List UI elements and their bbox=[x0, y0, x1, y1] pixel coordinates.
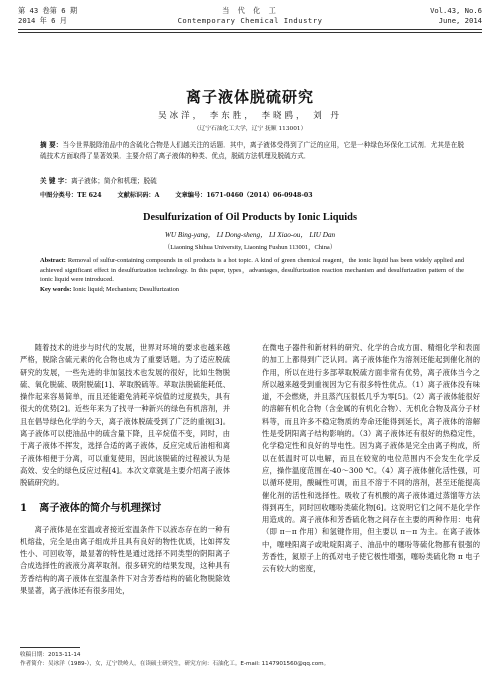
abstract-cn-text: 当今世界脱除油品中的含硫化合物是人们越关注的话题．其中，离子液体受得到了广泛的应用，它是一种绿色环保化工试剂．尤其是在脱硫技术方面取得了显著效果．主要介绍了离子液体的种类、优点，脱硫方法机理及脱硫方式． bbox=[40, 141, 465, 160]
abstract-cn bbox=[40, 140, 464, 162]
keywords-en bbox=[40, 285, 464, 295]
abstract-en bbox=[40, 256, 464, 294]
keywords-en-label: Key words: bbox=[40, 285, 72, 293]
header-volume-cn: 第 43 卷第 6 期 bbox=[18, 6, 78, 15]
article-meta bbox=[40, 190, 464, 199]
header-journal bbox=[18, 6, 482, 26]
keywords-cn-text: 离子液体；简介和机理；脱硫 bbox=[70, 177, 157, 185]
keywords-cn bbox=[40, 176, 464, 187]
footnote bbox=[20, 651, 480, 668]
article-id: 文章编号：1671-0460（2014）06-0948-03 bbox=[175, 192, 313, 199]
abstract-en-label: Abstract: bbox=[40, 257, 66, 264]
abstract-en-body bbox=[40, 256, 464, 285]
body-column-right bbox=[262, 342, 480, 576]
author-bio: 作者简介：吴冰洋（1989-），女，辽宁铁岭人，在读硕士研究生，研究方向：石油化工。E-mail: 1147901560@qq.com。 bbox=[20, 660, 330, 667]
received-date: 收稿日期：2013-11-14 bbox=[20, 652, 81, 658]
section-heading bbox=[20, 501, 230, 515]
authors-en: WU Bing-yang， LI Dong-sheng， LI Xiao-ou， LIU Dan bbox=[164, 231, 336, 239]
clc-number: 中图分类号：TE 624 bbox=[40, 192, 102, 199]
header-volume-en bbox=[430, 6, 482, 26]
header-date-en: June, 2014 bbox=[438, 16, 482, 25]
affiliation-cn: （辽宁石油化工大学，辽宁 抚顺 113001） bbox=[193, 126, 307, 132]
authors-cn: 吴冰洋， 李东胜， 李晓鸥， 刘 丹 bbox=[158, 111, 342, 121]
body-column-left bbox=[20, 342, 230, 597]
header-journal-en: Contemporary Chemical Industry bbox=[177, 16, 323, 25]
affiliation-en: （Liaoning Shihua University, Liaoning Fushun 113001，China） bbox=[163, 244, 337, 251]
intro-paragraph: 随着技术的进步与时代的发展，世界对环境的要求也越来越严格，脱除含硫元素的化合物也成为了重要话题。为了适应脱硫研究的发展，一些先进的非加氢技术也发展的很好，比如生物脱硫、氧化脱硫、吸附脱硫[1]、萃取脱硫等。萃取法脱硫能耗低、操作起来容易简单，而且还能避免消耗辛烷值的过度损失，具有很大的优势[2]。近些年来为了找寻一种新兴的绿色有机溶剂，并且在倡导绿色化学的今天，离子液体脱硫受到了广泛的重视[3]。离子液体可以使油品中的硫含量下降，且辛烷值不变，同时，由于离子液体不挥发，选择合适的离子液体，反应完成后油相和离子液体相便于分离，可以重复使用，因此该脱硫的过程被认为是高效、安全的绿色反应过程[4]。本次文章就是主要介绍离子液体脱硫研究的。 bbox=[20, 343, 230, 488]
keywords-cn-label: 关 键 字： bbox=[40, 177, 71, 185]
section-paragraph: 离子液体是在室温或者接近室温条件下以液态存在的一种有机熔盐，完全是由离子组成并且具有良好的物性优质，比如挥发性小、可回收等，最显著的特性是通过选择不同类型的阴阳离子合成选择性的液液分离萃取剂。很多研究的结果发现，这种具有芳香结构的离子液体在室温条件下对含芳香结构的硫化物脱除效果显著，离子液体还有很多用处， bbox=[20, 524, 230, 596]
header-rule-thin bbox=[18, 32, 482, 33]
section-title: 离子液体的简介与机理探讨 bbox=[39, 501, 162, 514]
keywords-en-text: Ionic liquid; Mechanism; Desulfurization bbox=[73, 285, 179, 293]
paper-title-en: Desulfurization of Oil Products by Ionic Liquids bbox=[142, 212, 357, 223]
document-code: 文献标识码：A bbox=[117, 192, 160, 199]
running-header bbox=[18, 6, 482, 30]
section-number: 1 bbox=[20, 501, 28, 514]
header-volume-number-en: Vol.43, No.6 bbox=[430, 6, 482, 15]
header-date-cn: 2014 年 6 月 bbox=[18, 16, 67, 25]
abstract-en-text: Removal of sulfur-containing compounds in oil products is a hot topic. A kind of green chemical reagent，the ionic liquid has been widely applied and achieved significant effect in desulfurization technology. In this paper, types，advantages, desulfurization reaction mechanism and desulfurization pattern of the ionic liquid were introduced. bbox=[40, 257, 464, 284]
paper-title-cn: 离子液体脱硫研究 bbox=[185, 88, 314, 106]
footnote-rule bbox=[20, 647, 80, 648]
header-rule bbox=[18, 29, 482, 30]
abstract-cn-label: 摘 要： bbox=[40, 141, 63, 149]
header-journal-cn: 当 代 化 工 bbox=[222, 6, 278, 15]
continued-paragraph: 在微电子器件和新材料的研究、化学的合成方面、精细化学和表面的加工上都得到广泛认同。离子液体能作为溶剂还能起到催化剂的作用，所以在进行多部萃取脱硫方面非常有优势，离子液体当今之所以越来越受到重视因为它有很多特性优点。（1）离子液体没有味道，不会燃烧，并且蒸汽压很低几乎为零[5]。（2）离子液体能很好的溶解有机化合物（含金属的有机化合物）、无机化合物及高分子材料等，而且许多不稳定物质的寿命还能得到延长，离子液体的溶解性是受阴阳离子结构影响的。（3）离子液体还有很好的热稳定性，化学稳定性和良好的导电性。因为离子液体是完全由离子构成，所以在低温时可以电解，而且在较宽的电位范围内不会发生化学反应，操作温度范围在-40～300 ℃。（4）离子液体催化活性强，可以循环使用，酸碱性可调，而且不溶于不同的溶剂，甚至还能提高催化剂的活性和选择性。吸收了有机酸的离子液体通过蒸馏等方法得到再生，同时回收噻吩类硫化物[6]。这说明它们之间不是化学作用造成的。离子液体和芳香硫化物之间存在主要的两种作用：电荷（即 π－π 作用）和氢键作用，但主要以 π－π 为主。在离子液体中，噻唑阳离子或吡啶阳离子、油品中的噻吩等硫化物都有很强的芳香性，氮原子上的孤对电子使它极性增强，噻吩类硫化物 π 电子云有较大的密度， bbox=[262, 343, 480, 574]
